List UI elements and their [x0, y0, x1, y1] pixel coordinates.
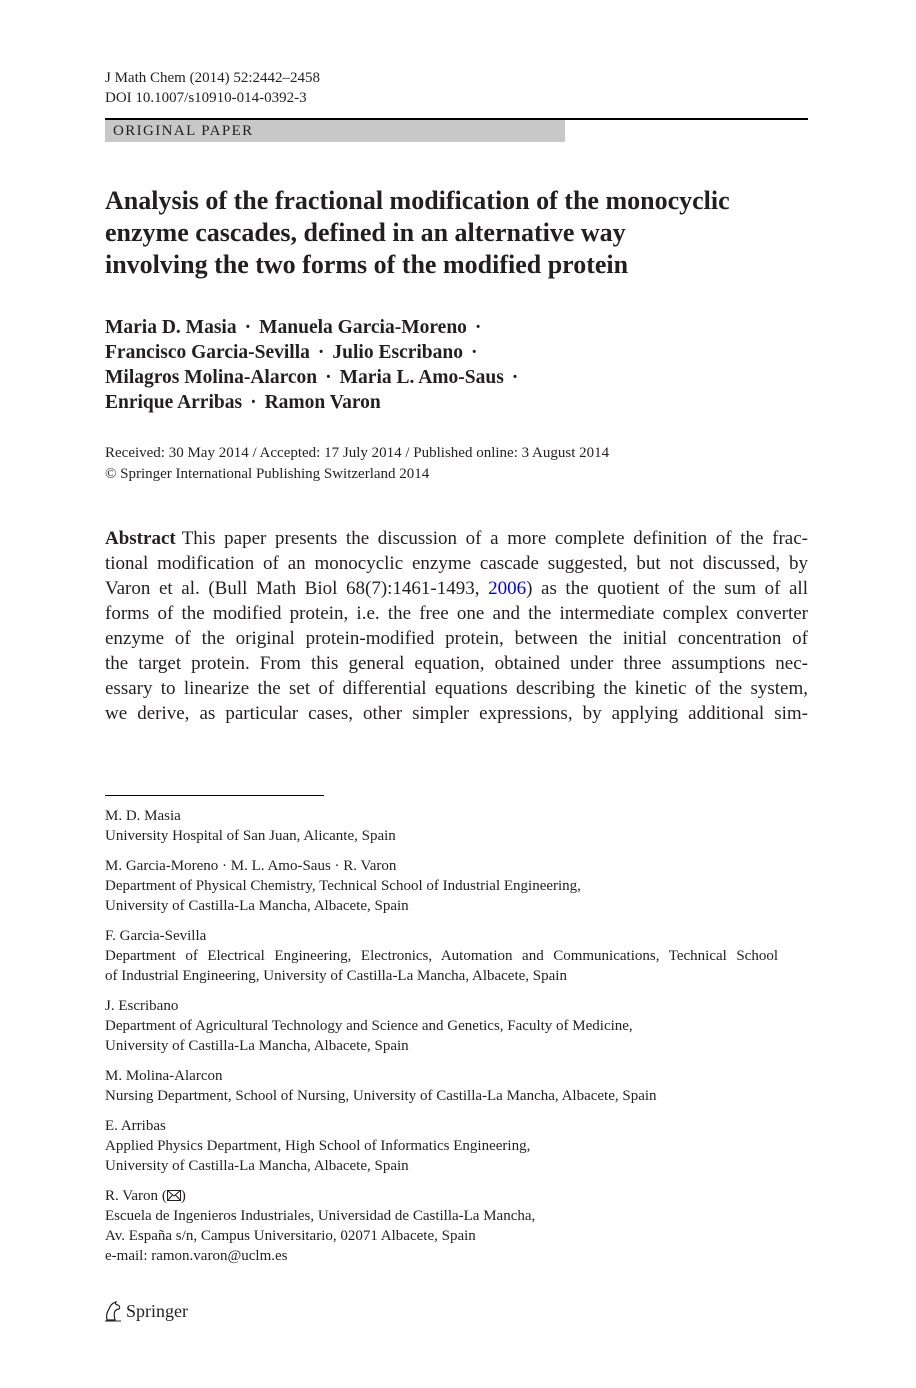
abstract-line: the target protein. From this general equation, obtained under three assumptions nec- [105, 653, 808, 674]
publisher-name: Springer [126, 1300, 188, 1321]
journal-info [105, 68, 320, 108]
author-list [105, 315, 526, 415]
affiliation-names: M. Molina-Alarcon [105, 1068, 223, 1084]
journal-citation: J Math Chem (2014) 52:2442–2458 [105, 70, 320, 86]
affiliation-line: University of Castilla-La Mancha, Albacete, Spain [105, 1158, 409, 1174]
author[interactable]: Maria D. Masia [105, 317, 237, 338]
author-separator: · [474, 317, 482, 338]
affiliation-names: F. Garcia-Sevilla [105, 928, 207, 944]
author[interactable]: Maria L. Amo-Saus [339, 367, 504, 388]
affiliation-line: University Hospital of San Juan, Alicante, Spain [105, 828, 396, 844]
affiliation-line: Av. España s/n, Campus Universitario, 02071 Albacete, Spain [105, 1228, 476, 1244]
author-separator: · [250, 392, 257, 413]
affiliation-line: University of Castilla-La Mancha, Albacete, Spain [105, 898, 409, 914]
affiliation [105, 1186, 808, 1266]
paper-title [105, 185, 815, 281]
affiliation [105, 1066, 808, 1106]
abstract-line [105, 526, 808, 551]
affiliation-line: Department of Electrical Engineering, Electronics, Automation and Communications, Technical School [105, 948, 778, 964]
abstract-text: Varon et al. (Bull Math Biol 68(7):1461-1493, [105, 578, 489, 599]
affiliation [105, 926, 808, 986]
author-line [105, 365, 526, 390]
email-line[interactable]: e-mail: ramon.varon@uclm.es [105, 1248, 288, 1264]
affiliation-line: Department of Physical Chemistry, Technical School of Industrial Engineering, [105, 878, 581, 894]
affiliation [105, 856, 808, 916]
affiliation-names: M. Garcia-Moreno · M. L. Amo-Saus · R. Varon [105, 858, 397, 874]
author[interactable]: Ramon Varon [264, 392, 381, 413]
affiliations [105, 806, 808, 1276]
author-separator: · [317, 342, 325, 363]
copyright-line: © Springer International Publishing Switzerland 2014 [105, 466, 430, 482]
author-separator: · [325, 367, 332, 388]
affiliation-line: Applied Physics Department, High School of Informatics Engineering, [105, 1138, 531, 1154]
affiliation [105, 806, 808, 846]
abstract-line: forms of the modified protein, i.e. the free one and the intermediate complex converter [105, 603, 808, 624]
paper-type-banner: ORIGINAL PAPER [105, 120, 565, 142]
dates-line: Received: 30 May 2014 / Accepted: 17 July 2014 / Published online: 3 August 2014 [105, 445, 610, 461]
affiliation [105, 996, 808, 1056]
affiliation-line: Department of Agricultural Technology and Science and Genetics, Faculty of Medicine, [105, 1018, 633, 1034]
author[interactable]: Milagros Molina-Alarcon [105, 367, 318, 388]
affiliation-line: of Industrial Engineering, University of Castilla-La Mancha, Albacete, Spain [105, 968, 567, 984]
title-line: Analysis of the fractional modification of the monocyclic [105, 186, 730, 215]
author-line [105, 315, 526, 340]
author[interactable]: Manuela Garcia-Moreno [259, 317, 467, 338]
abstract-line: tional modification of an monocyclic enzyme cascade suggested, but not discussed, by [105, 553, 808, 574]
abstract-line: essary to linearize the set of differential equations describing the kinetic of the system, [105, 678, 808, 699]
author-line [105, 390, 526, 415]
affiliation-line: Escuela de Ingenieros Industriales, Universidad de Castilla-La Mancha, [105, 1208, 536, 1224]
abstract-text: This paper presents the discussion of a more complete definition of the frac- [181, 528, 808, 549]
author[interactable]: Francisco Garcia-Sevilla [105, 342, 310, 363]
author[interactable]: Enrique Arribas [105, 392, 243, 413]
affiliation-line: Nursing Department, School of Nursing, University of Castilla-La Mancha, Albacete, Spain [105, 1088, 657, 1104]
abstract-line: we derive, as particular cases, other simpler expressions, by applying additional sim- [105, 703, 808, 724]
affiliation-names: M. D. Masia [105, 808, 181, 824]
publication-history [105, 443, 609, 485]
doi: DOI 10.1007/s10910-014-0392-3 [105, 90, 307, 106]
affiliation-names: E. Arribas [105, 1118, 166, 1134]
affiliation-names: R. Varon [105, 1188, 159, 1204]
title-line: enzyme cascades, defined in an alternative way [105, 218, 626, 247]
affiliation-names: J. Escribano [105, 998, 179, 1014]
springer-logo [103, 1298, 188, 1324]
abstract-text: ) as the quotient of the sum of all [526, 578, 808, 599]
affiliation-names-row: R. Varon ( ) [105, 1188, 186, 1204]
abstract-line [105, 576, 808, 601]
envelope-icon[interactable] [167, 1190, 181, 1201]
abstract-line: enzyme of the original protein-modified protein, between the initial concentration of [105, 628, 808, 649]
affiliation [105, 1116, 808, 1176]
affiliation-line: University of Castilla-La Mancha, Albacete, Spain [105, 1038, 409, 1054]
springer-horse-icon [103, 1300, 123, 1322]
citation-link-2006[interactable]: 2006 [488, 578, 527, 599]
abstract-heading: Abstract [105, 528, 176, 549]
author-separator: · [244, 317, 252, 338]
abstract [105, 526, 808, 726]
title-line: involving the two forms of the modified protein [105, 250, 629, 279]
author-separator: · [471, 342, 478, 363]
footnote-rule [105, 795, 324, 796]
author-line [105, 340, 526, 365]
author[interactable]: Julio Escribano [332, 342, 463, 363]
author-separator: · [511, 367, 519, 388]
